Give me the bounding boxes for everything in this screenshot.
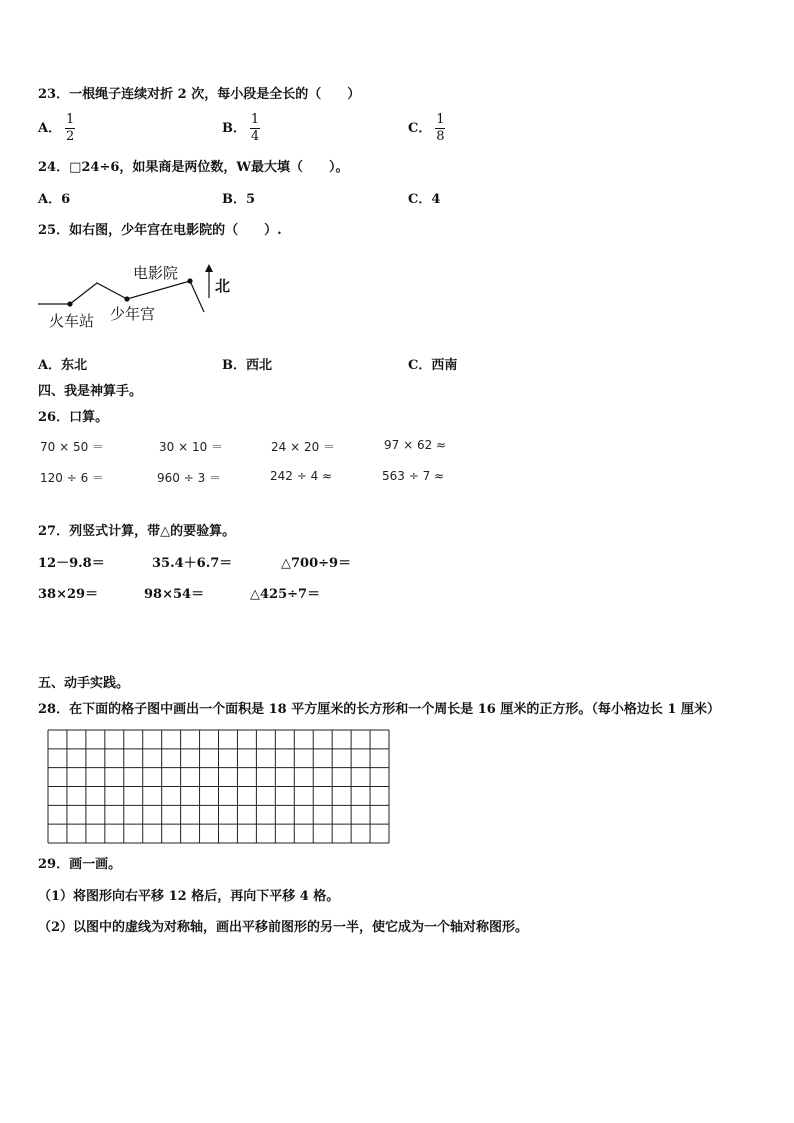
numerator: 1 xyxy=(250,112,260,127)
q29-stem: 29．画一画。 xyxy=(38,857,122,872)
palace-dot xyxy=(124,296,129,301)
q26-r2-c1: 120 ÷ 6 ＝ xyxy=(40,471,105,485)
q26-r1-c2: 30 × 10 ＝ xyxy=(159,440,224,454)
map-label-station: 火车站 xyxy=(49,312,95,330)
q28-grid[interactable] xyxy=(47,729,390,844)
q23-option-b xyxy=(222,113,260,144)
q26-stem: 26．口算。 xyxy=(38,410,109,425)
q25-option-a: A．东北 xyxy=(38,358,88,373)
q27-r1-c2: 35.4＋6.7＝ xyxy=(152,556,233,571)
q25-option-c: C．西南 xyxy=(408,358,458,373)
q26-r1-c4: 97 × 62 ≈ xyxy=(384,438,447,452)
q26-r1-c3: 24 × 20 ＝ xyxy=(271,440,336,454)
q26-r2-c3: 242 ÷ 4 ≈ xyxy=(270,469,333,483)
map-label-north: 北 xyxy=(215,277,231,295)
q23-option-c xyxy=(408,113,445,144)
numerator: 1 xyxy=(65,112,75,127)
q23-option-c-fraction xyxy=(435,113,445,144)
q27-r1-c1: 12－9.8＝ xyxy=(38,556,105,571)
denominator: 8 xyxy=(436,129,445,144)
q23-option-c-prefix: C． xyxy=(408,121,432,136)
q29-part2: （2）以图中的虚线为对称轴，画出平移前图形的另一半，使它成为一个轴对称图形。 xyxy=(38,920,529,935)
denominator: 2 xyxy=(65,129,75,144)
q23-stem: 23．一根绳子连续对折 2 次，每小段是全长的（ ） xyxy=(38,87,361,102)
q26-r1-c1: 70 × 50 ＝ xyxy=(40,440,105,454)
q23-option-a xyxy=(38,113,75,144)
q24-option-c: C．4 xyxy=(408,192,441,207)
q23-option-a-fraction xyxy=(65,113,75,144)
section4-title: 四、我是神算手。 xyxy=(38,384,143,399)
q26-r2-c2: 960 ÷ 3 ＝ xyxy=(157,471,222,485)
q23-option-b-prefix: B． xyxy=(222,121,246,136)
numerator: 1 xyxy=(436,112,445,127)
q27-r1-c3: △700÷9＝ xyxy=(281,556,352,571)
q28-stem: 28．在下面的格子图中画出一个面积是 18 平方厘米的长方形和一个周长是 16 厘米的正方形。（每小格边长 1 厘米） xyxy=(38,702,720,717)
q24-option-b: B．5 xyxy=(222,192,256,207)
q24-option-a: A．6 xyxy=(38,192,71,207)
q27-stem: 27．列竖式计算，带△的要验算。 xyxy=(38,524,236,539)
section5-title: 五、动手实践。 xyxy=(38,676,130,691)
q27-r2-c3: △425÷7＝ xyxy=(250,587,321,602)
station-dot xyxy=(67,301,72,306)
q29-part1: （1）将图形向右平移 12 格后，再向下平移 4 格。 xyxy=(38,889,340,904)
q23-option-b-fraction xyxy=(250,113,260,144)
cinema-dot xyxy=(187,278,192,283)
denominator: 4 xyxy=(250,129,260,144)
q24-stem: 24．□24÷6，如果商是两位数，W最大填（ ）。 xyxy=(38,160,349,175)
map-label-palace: 少年宫 xyxy=(110,305,156,323)
q25-stem: 25．如右图，少年宫在电影院的（ ）. xyxy=(38,223,282,238)
q25-option-b: B．西北 xyxy=(222,358,272,373)
q23-option-a-prefix: A． xyxy=(38,121,62,136)
q26-r2-c4: 563 ÷ 7 ≈ xyxy=(382,469,445,483)
q27-r2-c1: 38×29＝ xyxy=(38,587,99,602)
q27-r2-c2: 98×54＝ xyxy=(144,587,205,602)
map-label-cinema: 电影院 xyxy=(133,264,179,282)
